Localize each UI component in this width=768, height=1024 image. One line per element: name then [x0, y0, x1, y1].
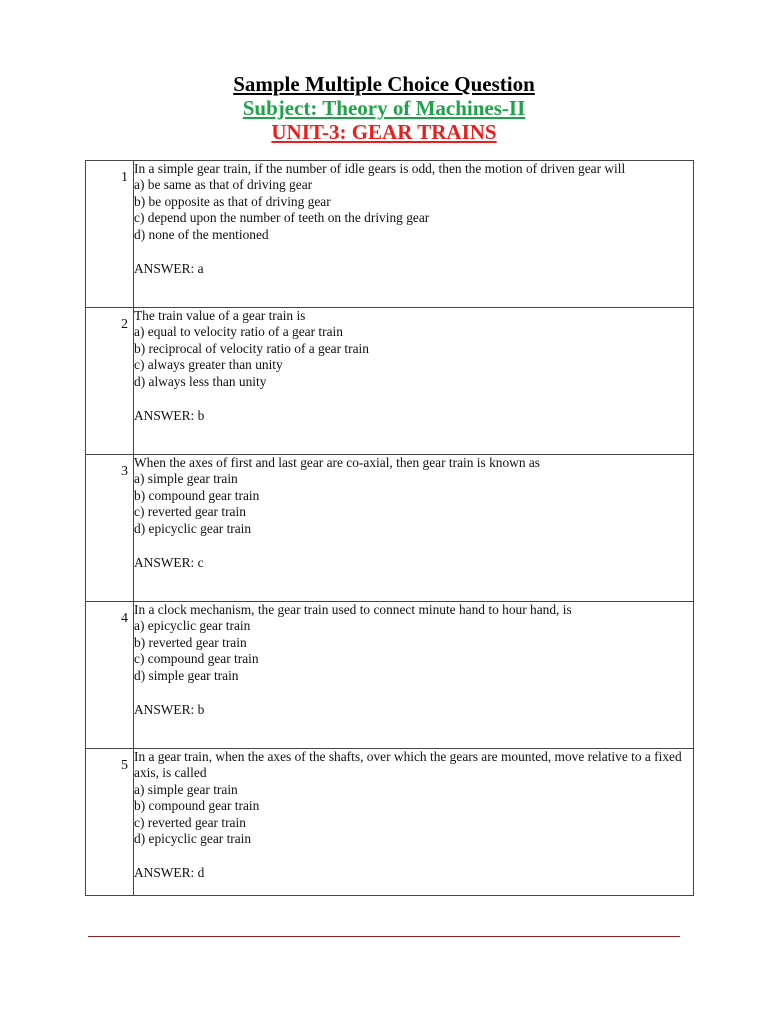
- document-header: [0, 72, 768, 144]
- question-text: In a clock mechanism, the gear train used to connect minute hand to hour hand, is: [134, 602, 572, 617]
- question-number: 2: [121, 317, 128, 332]
- question-text: The train value of a gear train is: [134, 308, 306, 323]
- answer-text: ANSWER: d: [134, 865, 205, 881]
- page-title: Sample Multiple Choice Question: [233, 72, 535, 96]
- question-row-3: [86, 455, 694, 602]
- answer-text: ANSWER: b: [134, 702, 205, 718]
- option-d: d) epicyclic gear train: [134, 520, 252, 536]
- option-d: d) simple gear train: [134, 667, 239, 683]
- option-b: b) compound gear train: [134, 487, 260, 503]
- footer-divider: [88, 936, 680, 937]
- option-b: b) reciprocal of velocity ratio of a gear train: [134, 340, 369, 356]
- option-a: a) simple gear train: [134, 471, 238, 487]
- option-a: a) equal to velocity ratio of a gear train: [134, 324, 343, 340]
- question-row-1: [86, 161, 694, 308]
- question-number: 3: [121, 464, 128, 479]
- option-c: c) always greater than unity: [134, 357, 283, 373]
- option-c: c) reverted gear train: [134, 814, 246, 830]
- option-c: c) compound gear train: [134, 651, 259, 667]
- unit-heading: UNIT-3: GEAR TRAINS: [271, 120, 497, 144]
- answer-text: ANSWER: c: [134, 555, 204, 571]
- question-number: 5: [121, 758, 128, 773]
- question-number: 1: [121, 170, 128, 185]
- answer-text: ANSWER: b: [134, 408, 205, 424]
- question-row-2: [86, 308, 694, 455]
- subject-heading: Subject: Theory of Machines-II: [242, 96, 526, 120]
- question-row-5: [86, 749, 694, 896]
- option-a: a) epicyclic gear train: [134, 618, 251, 634]
- option-b: b) compound gear train: [134, 798, 260, 814]
- option-b: b) be opposite as that of driving gear: [134, 193, 331, 209]
- question-row-4: [86, 602, 694, 749]
- question-text: In a simple gear train, if the number of idle gears is odd, then the motion of driven gear will: [134, 161, 626, 176]
- answer-text: ANSWER: a: [134, 261, 204, 277]
- option-d: d) epicyclic gear train: [134, 831, 252, 847]
- option-d: d) always less than unity: [134, 373, 267, 389]
- option-b: b) reverted gear train: [134, 634, 247, 650]
- question-number: 4: [121, 611, 128, 626]
- option-c: c) reverted gear train: [134, 504, 246, 520]
- question-text: In a gear train, when the axes of the shafts, over which the gears are mounted, move relative to a fixed axis, is called: [134, 749, 682, 781]
- option-d: d) none of the mentioned: [134, 226, 269, 242]
- option-a: a) simple gear train: [134, 781, 238, 797]
- question-table: [85, 160, 694, 896]
- question-text: When the axes of first and last gear are co-axial, then gear train is known as: [134, 455, 541, 470]
- option-c: c) depend upon the number of teeth on the driving gear: [134, 210, 430, 226]
- option-a: a) be same as that of driving gear: [134, 177, 313, 193]
